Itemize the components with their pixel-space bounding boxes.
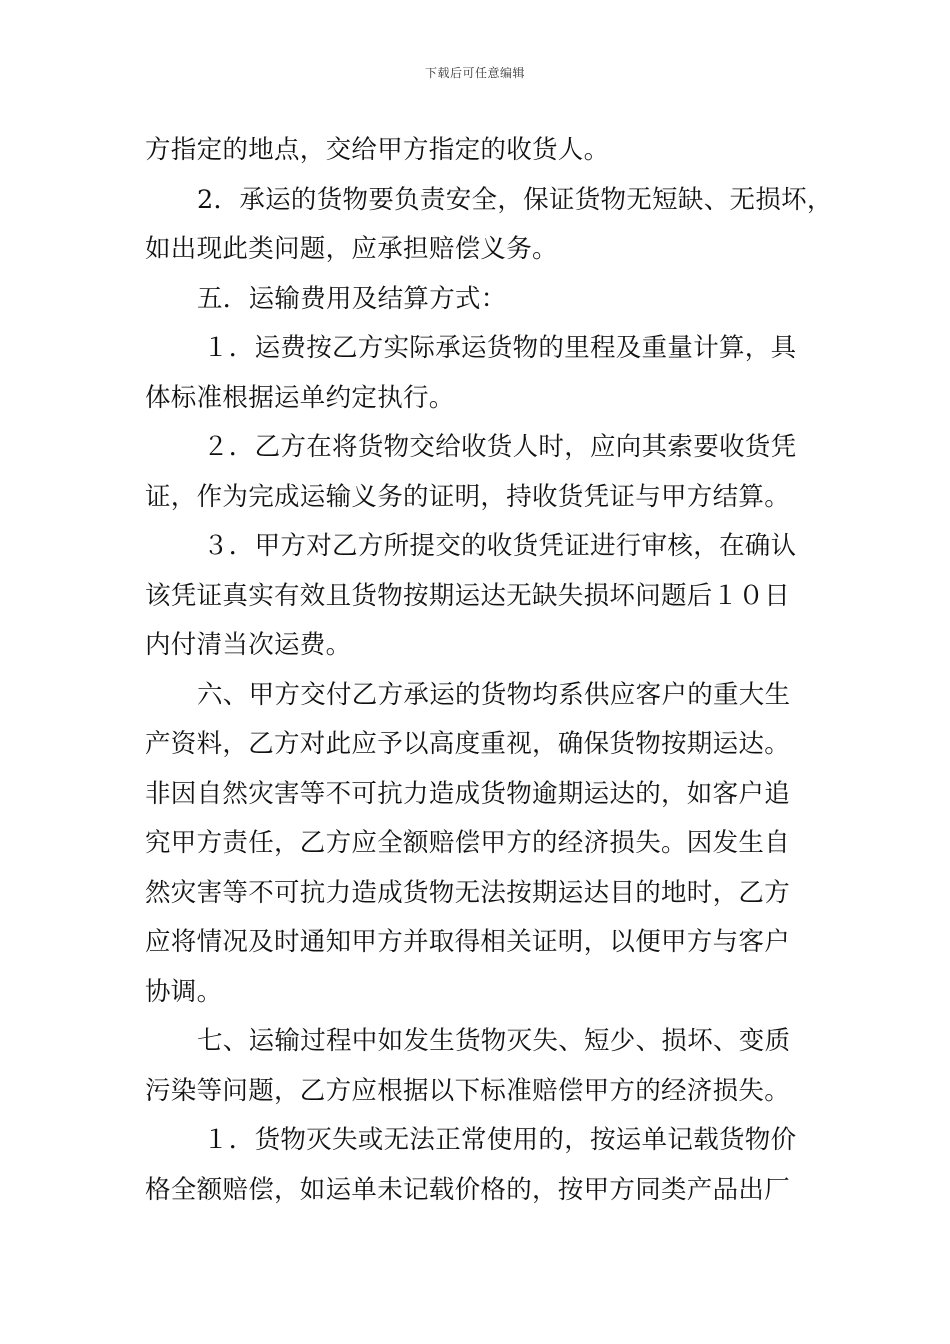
text-line: 然灾害等不可抗力造成货物无法按期运达目的地时，乙方	[145, 877, 791, 908]
text-line: 2．承运的货物要负责安全，保证货物无短缺、无损坏，	[197, 184, 833, 215]
section-heading: 七、运输过程中如发生货物灭失、短少、损坏、变质	[197, 1026, 791, 1056]
text-line: 污染等问题，乙方应根据以下标准赔偿甲方的经济损失。	[145, 1075, 791, 1106]
text-line: 究甲方责任，乙方应全额赔偿甲方的经济损失。因发生自	[145, 828, 791, 858]
text-line: 产资料，乙方对此应予以高度重视，确保货物按期运达。	[145, 729, 791, 759]
text-line: 应将情况及时通知甲方并取得相关证明，以便甲方与客户	[145, 927, 791, 957]
text-line: ２．乙方在将货物交给收货人时，应向其索要收货凭	[203, 432, 797, 462]
text-line: 证，作为完成运输义务的证明，持收货凭证与甲方结算。	[145, 481, 791, 512]
header-note: 下载后可任意编辑	[424, 66, 525, 80]
text-line: 协调。	[145, 976, 223, 1007]
text-line: 方指定的地点，交给甲方指定的收货人。	[145, 135, 610, 165]
text-line: １．运费按乙方实际承运货物的里程及重量计算，具	[203, 333, 797, 363]
text-line: １．货物灭失或无法正常使用的，按运单记载货物价	[203, 1125, 797, 1155]
text-line: 内付清当次运费。	[145, 630, 352, 660]
text-line: 体标准根据运单约定执行。	[145, 382, 455, 413]
text-line: 非因自然灾害等不可抗力造成货物逾期运达的，如客户追	[145, 778, 791, 809]
text-line: 如出现此类问题，应承担赔偿义务。	[145, 234, 558, 264]
text-line: 格全额赔偿，如运单未记载价格的，按甲方同类产品出厂	[145, 1174, 791, 1205]
section-heading: 五．运输费用及结算方式：	[197, 283, 507, 314]
document-body	[145, 126, 833, 1215]
text-line: 该凭证真实有效且货物按期运达无缺失损坏问题后１０日	[145, 580, 791, 611]
section-heading: 六、甲方交付乙方承运的货物均系供应客户的重大生	[197, 679, 791, 710]
text-line: ３．甲方对乙方所提交的收货凭证进行审核，在确认	[203, 531, 797, 561]
